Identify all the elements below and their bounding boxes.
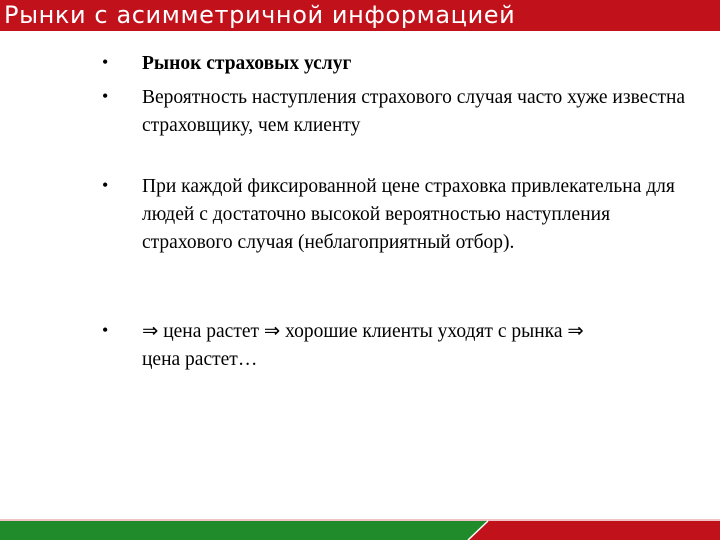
bullet-marker: • — [102, 52, 109, 72]
bullet-marker: • — [102, 320, 109, 340]
bullet-marker: • — [102, 175, 109, 195]
bullet-text-heading: Рынок страховых услуг — [142, 53, 352, 74]
bullet-text-implication — [142, 318, 702, 374]
implication-line-2: цена растет… — [142, 349, 258, 370]
bullet-text: Вероятность наступления страхового случая часто хуже известна страховщику, чем клиенту — [142, 87, 686, 136]
implication-line-1: ⇒ цена растет ⇒ хорошие клиенты уходят с рынка ⇒ — [142, 321, 584, 342]
stripe-green-band — [0, 521, 488, 540]
bottom-decorative-stripe — [0, 519, 720, 540]
bullet-marker: • — [102, 86, 109, 106]
bullet-text: При каждой фиксированной цене страховка привлекательна для людей с достаточно высокой вероятностью наступления страхового случая (неблагоприятный отбор). — [142, 176, 675, 253]
slide-title: Рынки с асимметричной информацией — [4, 1, 516, 29]
